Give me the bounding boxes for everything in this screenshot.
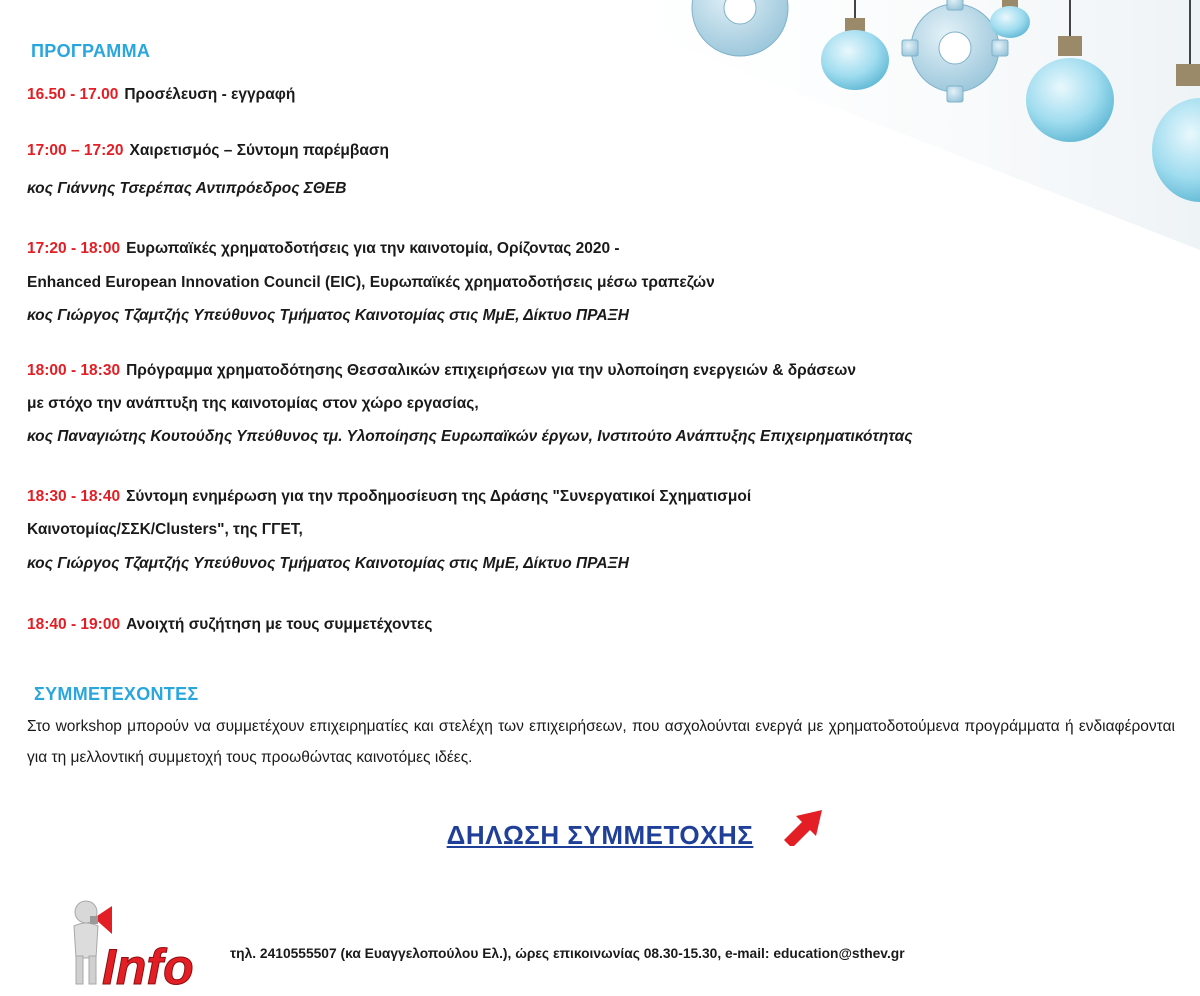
- program-item: [27, 240, 620, 258]
- program-heading: ΠΡΟΓΡΑΜΜΑ: [31, 41, 151, 61]
- program-item: [27, 86, 295, 104]
- program-text-continued: με στόχο την ανάπτυξη της καινοτομίας στον χώρο εργασίας,: [27, 395, 479, 412]
- program-time: 18:30 - 18:40: [27, 488, 121, 505]
- program-speaker: κος Παναγιώτης Κουτούδης Υπεύθυνος τμ. Υλοποίησης Ευρωπαϊκών έργων, Ινστιτούτο Ανάπτυξης Επιχειρηματικότητας: [27, 428, 913, 445]
- participants-description: Στο workshop μπορούν να συμμετέχουν επιχειρηματίες και στελέχη των επιχειρήσεων, που ασχολούνται ενεργά με χρηματοδοτούμενα προγράμματα ή ενδιαφέρονται για τη μελλοντική συμμετοχή τους προωθώντας καινοτόμες ιδέες.: [27, 718, 1175, 766]
- program-time: 18:00 - 18:30: [27, 362, 121, 379]
- gears-bulbs-illustration: [0, 0, 1200, 260]
- program-time: 16.50 - 17.00: [27, 86, 119, 103]
- program-text: Σύντομη ενημέρωση για την προδημοσίευση της Δράσης "Συνεργατικοί Σχηματισμοί: [126, 488, 752, 505]
- program-text: Πρόγραμμα χρηματοδότησης Θεσσαλικών επιχειρήσεων για την υλοποίηση ενεργειών & δράσεων: [126, 362, 856, 379]
- program-speaker: κος Γιώργος Τζαμτζής Υπεύθυνος Τμήματος Καινοτομίας στις ΜμΕ, Δίκτυο ΠΡΑΞΗ: [27, 307, 629, 324]
- program-item: [27, 142, 389, 160]
- program-text-continued: Καινοτομίας/ΣΣΚ/Clusters", της ΓΓΕΤ,: [27, 521, 303, 538]
- participants-heading: ΣΥΜΜΕΤΕΧΟΝΤΕΣ: [34, 684, 199, 704]
- svg-text:Info: Info: [102, 939, 194, 990]
- red-arrow-icon: [782, 806, 838, 846]
- program-speaker: κος Γιάννης Τσερέπας Αντιπρόεδρος ΣΘΕΒ: [27, 180, 347, 197]
- info-megaphone-logo: [60, 898, 200, 990]
- contact-info: τηλ. 2410555507 (κα Ευαγγελοπούλου Ελ.), ώρες επικοινωνίας 08.30-15.30, e-mail: education@sthev.gr: [230, 946, 905, 961]
- registration-link[interactable]: ΔΗΛΩΣΗ ΣΥΜΜΕΤΟΧΗΣ: [446, 820, 754, 850]
- program-item: [27, 362, 856, 380]
- program-text: Ανοιχτή συζήτηση με τους συμμετέχοντες: [126, 616, 433, 633]
- program-text-continued: Enhanced European Innovation Council (EIC), Ευρωπαϊκές χρηματοδοτήσεις μέσω τραπεζών: [27, 274, 715, 291]
- program-text: Ευρωπαϊκές χρηματοδοτήσεις για την καινοτομία, Ορίζοντας 2020 -: [126, 240, 620, 257]
- program-time: 18:40 - 19:00: [27, 616, 121, 633]
- program-speaker: κος Γιώργος Τζαμτζής Υπεύθυνος Τμήματος Καινοτομίας στις ΜμΕ, Δίκτυο ΠΡΑΞΗ: [27, 555, 629, 572]
- program-text: Προσέλευση - εγγραφή: [124, 86, 296, 103]
- program-item: [27, 616, 432, 634]
- program-time: 17:20 - 18:00: [27, 240, 121, 257]
- program-text: Χαιρετισμός – Σύντομη παρέμβαση: [129, 142, 389, 159]
- program-time: 17:00 – 17:20: [27, 142, 124, 159]
- program-item: [27, 488, 751, 506]
